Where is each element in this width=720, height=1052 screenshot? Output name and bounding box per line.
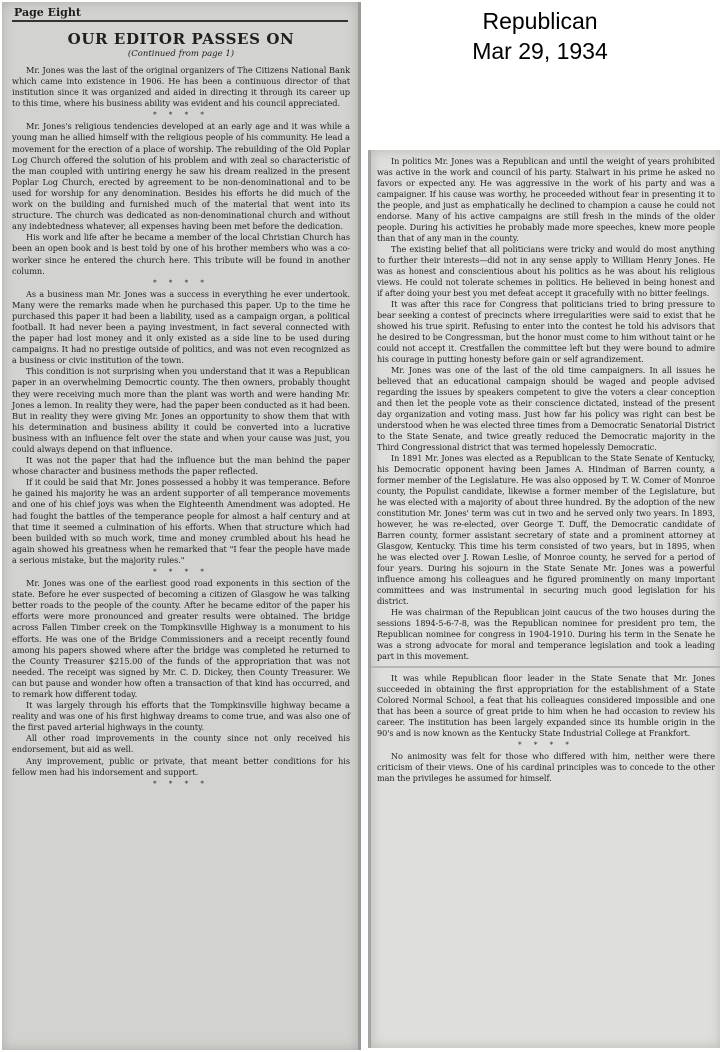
paragraph: It was largely through his efforts that the Tompkinsville highway became a reality and was one of his first highway dreams to come true, and was also one of the first paved arterial highways in the county. xyxy=(12,700,350,733)
paragraph: Mr. Jones was the last of the original organizers of The Citizens National Bank which came into existence in 1906. He has been a continuous director of that institution since it was organized and aided in directing it through its career up to this time, where his business ability was evident and his council appreciated. xyxy=(12,65,350,109)
paragraph: The existing belief that all politicians were tricky and would do most anything to further their interests—did not in any sense apply to William Henry Jones. He was as honest and conscientious about his politics as he was about his religious views. He could not tolerate schemes in politics. He believed in being honest and if after doing your best you met defeat accept it gracefully with no bitter feelings. xyxy=(377,244,715,298)
source-title: Republican xyxy=(482,8,598,34)
section-divider: * * * * xyxy=(153,278,209,287)
section-divider: * * * * xyxy=(153,779,209,788)
section-divider: * * * * xyxy=(153,111,209,120)
paragraph: Mr. Jones was one of the last of the old time campaigners. In all issues he believed that an educational campaign should be waged and people advised regarding the issues by speakers competent to give the voters a clear conception and then let the people vote as their conscience dictated, instead of the present day organization and voting mass. Just how far his policy was right can best be understood when he was elected three times from a Democratic Senatorial District to the State Senate, and twice greatly reduced the Democratic majority in the Third Congressional district that was termed hopelessly Democratic. xyxy=(377,365,716,452)
newspaper-clipping-left xyxy=(2,2,361,1050)
paragraph: No animosity was felt for those who differed with him, neither were there criticism of their views. One of his cardinal principles was to concede to the other man the privileges he assumed for himself. xyxy=(377,751,715,783)
article-headline: OUR EDITOR PASSES ON xyxy=(67,30,295,48)
paragraph: All other road improvements in the county since not only received his endorsement, but aid as well. xyxy=(12,733,350,755)
source-label xyxy=(400,6,680,66)
section-divider: * * * * xyxy=(518,741,574,749)
paragraph: It was after this race for Congress that politicians tried to bring pressure to bear seeking a contest of precincts where irregularities were said to exist that he showed his true spirit. Refusing to enter into the contest he told his advisors that he desired to be Congressman, but the honor must come to him without taint or he could not accept it. Crestfallen the committee left but they were bound to admire his courage in putting honesty before gain or self agrandizement. xyxy=(377,299,715,364)
paragraph: Mr. Jones's religious tendencies developed at an early age and it was while a young man he allied himself with the religious people of his community. He lead a movement for the erection of a place of worship. The rebuilding of the Old Poplar Log Church offered the solution of his problem and with zeal so characteristic of the man coupled with untiring energy he saw his dream realized in the present Poplar Log Church, erected by agreement to be non-denominational and to be used for worship for any denomination. Besides his efforts he did much of the work on the building and furnished much of the material that went into its structure. The church was dedicated as non-denominational church and without any indebtedness whatever, all expenses having been met before the dedication. xyxy=(12,121,350,232)
section-divider: * * * * xyxy=(153,568,209,577)
clipping-seam xyxy=(371,666,720,668)
paragraph: In 1891 Mr. Jones was elected as a Republican to the State Senate of Kentucky, his Democratic opponent having been James A. Hindman of Barren county, a former member of the Legislature. He was also opposed by T. W. Comer of Monroe county, the Populist candidate, likewise a former member of the Legislature, but he was elected with a majority of about three hundred. By the adoption of the new constitution Mr. Jones' term was cut in two and he served only two years. In 1893, however, he was re-elected, over George T. Duff, the Democratic candidate of Barren county, former assistant secretary of state and a prominent attorney at Glasgow, Kentucky. This time his term consisted of two years, but in 1895, when he was elected over J. Rowan Leslie, of Monroe county, he served for a period of four years. During his sojourn in the State Senate Mr. Jones was a powerful influence among his colleagues and he figured prominently on many important committees and was instrumental in securing much good legislation for his district. xyxy=(377,453,715,606)
paragraph: It was while Republican floor leader in the State Senate that Mr. Jones succeeded in obtaining the first appropriation for the establishment of a State Colored Normal School, a feat that his colleagues considered impossible and one that has been a source of great pride to him when he had occasion to review his career. The institution has been largely expanded since its humble origin in the 90's and is now known as the Kentucky State Industrial College at Frankfort. xyxy=(377,673,715,738)
page-header: Page Eight xyxy=(12,2,348,22)
paragraph: Any improvement, public or private, that meant better conditions for his fellow men had his indorsement and support. xyxy=(12,755,350,777)
article-subhead: (Continued from page 1) xyxy=(127,49,235,59)
paragraph: If it could be said that Mr. Jones possessed a hobby it was temperance. Before he gained his majority he was an ardent supporter of all temperance movements and one of his chief joys was when the Eighteenth Amendment was adopted. He had fought the battles of the temperance people for almost a half century and at that time it seemed a culmination of his efforts. When that structure which had been builded with so much work, time and money crumbled about his head he again showed his greatness when he remarked that "I fear the people have made a serious mistake, but the majority rules." xyxy=(12,477,350,565)
paragraph: Mr. Jones was one of the earliest good road exponents in this section of the state. Before he ever suspected of becoming a citizen of Glasgow he was talking better roads to the people of the county. After he became editor of the paper his efforts were more pronounced and greater results were obtained. The bridge across Fallen Timber creek on the Tompkinsville Highway is a monument to his efforts. He was one of the Bridge Commissioners and a receipt recently found among his papers showed where after the bridge was completed he returned to the County Treasurer $215.00 of the funds of the appropriation that was not needed. The receipt was signed by Mr. C. D. Dickey, then County Treasurer. We can but pause and wonder how often a transaction of that kind has occurred, and to remark how different today. xyxy=(12,578,350,699)
paragraph: As a business man Mr. Jones was a success in everything he ever undertook. Many were the remarks made when he purchased this paper. Up to the time he purchased this paper it had been a liability, used as a campaign organ, a political football. It had never been a paying investment, in fact several connected with the paper had lost money and it only existed as a side line to be used during campaigns. It had no prestige outside of politics, and was not even recognized as a business or civic institution of the town. xyxy=(12,288,350,366)
paragraph: This condition is not surprising when you understand that it was a Republican paper in an overwhelming Democrtic county. The then owners, probably thought they were receiving much more than the plant was worth and were handing Mr. Jones a lemon. In reality they were, had the paper been conducted as it had been. But in reality they were giving Mr. Jones an opportunity to show them that with his determination and business ability it could be converted into a lucrative business with an influence felt over the state and when your cause was just, you could always depend on that influence. xyxy=(12,366,350,454)
paragraph: In politics Mr. Jones was a Republican and until the weight of years prohibited was active in the work and council of his party. Stalwart in his prime he asked no favors or expected any. He was aggressive in the work of his party and was a campaigner. If his cause was worthy, he proceeded without fear in presenting it to the people, and just as emphatically he declined to champion a cause he could not endorse. Many of his active campaigns are still fresh in the minds of the older people. During his activities he probably made more speeches, knew more people than that of any man in the county. xyxy=(377,156,715,243)
paragraph: It was not the paper that had the influence but the man behind the paper whose character and business methods the paper reflected. xyxy=(12,455,350,477)
paragraph: His work and life after he became a member of the local Christian Church has been an open book and is best told by one of his brother members who was a co-worker since he entered the church here. This tribute will be found in another column. xyxy=(12,232,350,276)
paragraph: He was chairman of the Republican joint caucus of the two houses during the sessions 1894-5-6-7-8, was the Republican nominee for president pro tem, the Republican nominee for congress in 1904-1910. During his term in the Senate he was a strong advocate for moral and temperance legislation and took a leading part in this movement. xyxy=(377,607,715,661)
newspaper-clipping-right xyxy=(368,150,720,1048)
source-date: Mar 29, 1934 xyxy=(472,38,608,64)
